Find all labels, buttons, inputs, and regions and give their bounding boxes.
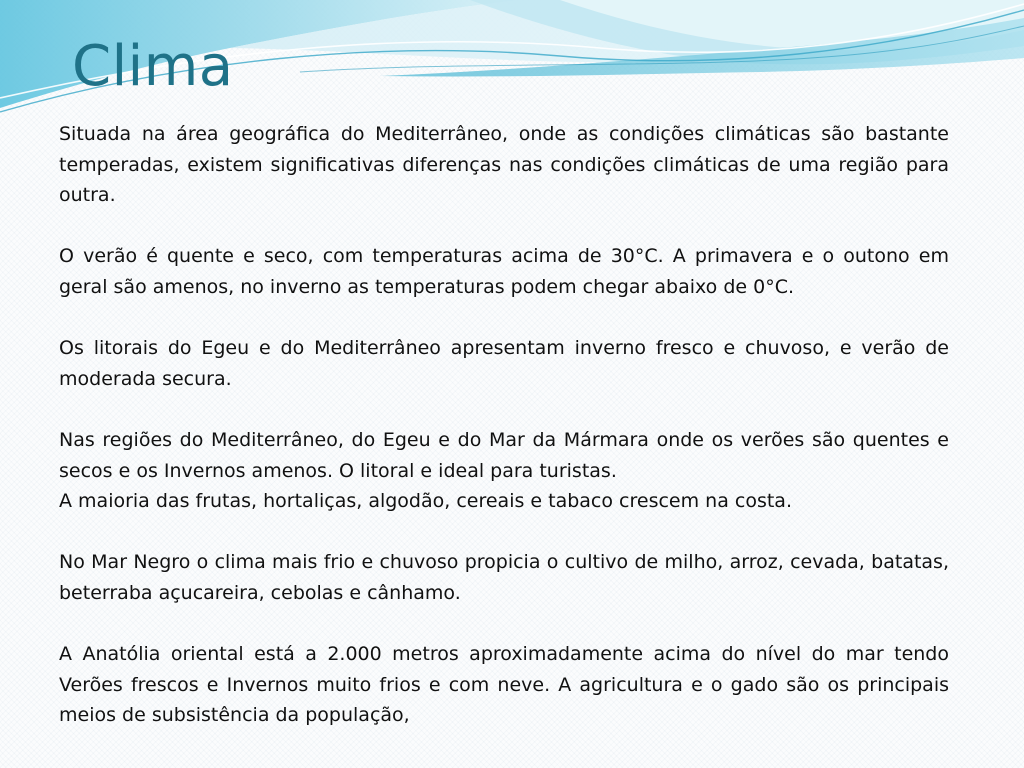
paragraph-regions: Nas regiões do Mediterrâneo, do Egeu e do Mar da Mármara onde os verões são quentes e secos e os Invernos amenos. O litoral e ideal para turistas.: [59, 428, 949, 482]
slide-body: [59, 119, 949, 731]
slide-title: Clima: [72, 34, 234, 99]
paragraph-location: Situada na área geográfica do Mediterrâneo, onde as condições climáticas são bastante temperadas, existem significativas diferenças nas condições climáticas de uma região para outra.: [59, 123, 949, 207]
paragraph-black-sea: No Mar Negro o clima mais frio e chuvoso propicia o cultivo de milho, arroz, cevada, batatas, beterraba açucareira, cebolas e cânhamo.: [59, 551, 949, 604]
paragraph-crops-coast: A maioria das frutas, hortaliças, algodão, cereais e tabaco crescem na costa.: [59, 490, 792, 513]
paragraph-seasons: O verão é quente e seco, com temperaturas acima de 30°C. A primavera e o outono em geral são amenos, no inverno as temperaturas podem chegar abaixo de 0°C.: [59, 245, 949, 298]
paragraph-eastern-anatolia: A Anatólia oriental está a 2.000 metros aproximadamente acima do nível do mar tendo Verões frescos e Invernos muito frios e com neve. A agricultura e o gado são os principais meios de subsistência da população,: [59, 643, 949, 727]
paragraph-coasts: Os litorais do Egeu e do Mediterrâneo apresentam inverno fresco e chuvoso, e verão de moderada secura.: [59, 337, 949, 390]
